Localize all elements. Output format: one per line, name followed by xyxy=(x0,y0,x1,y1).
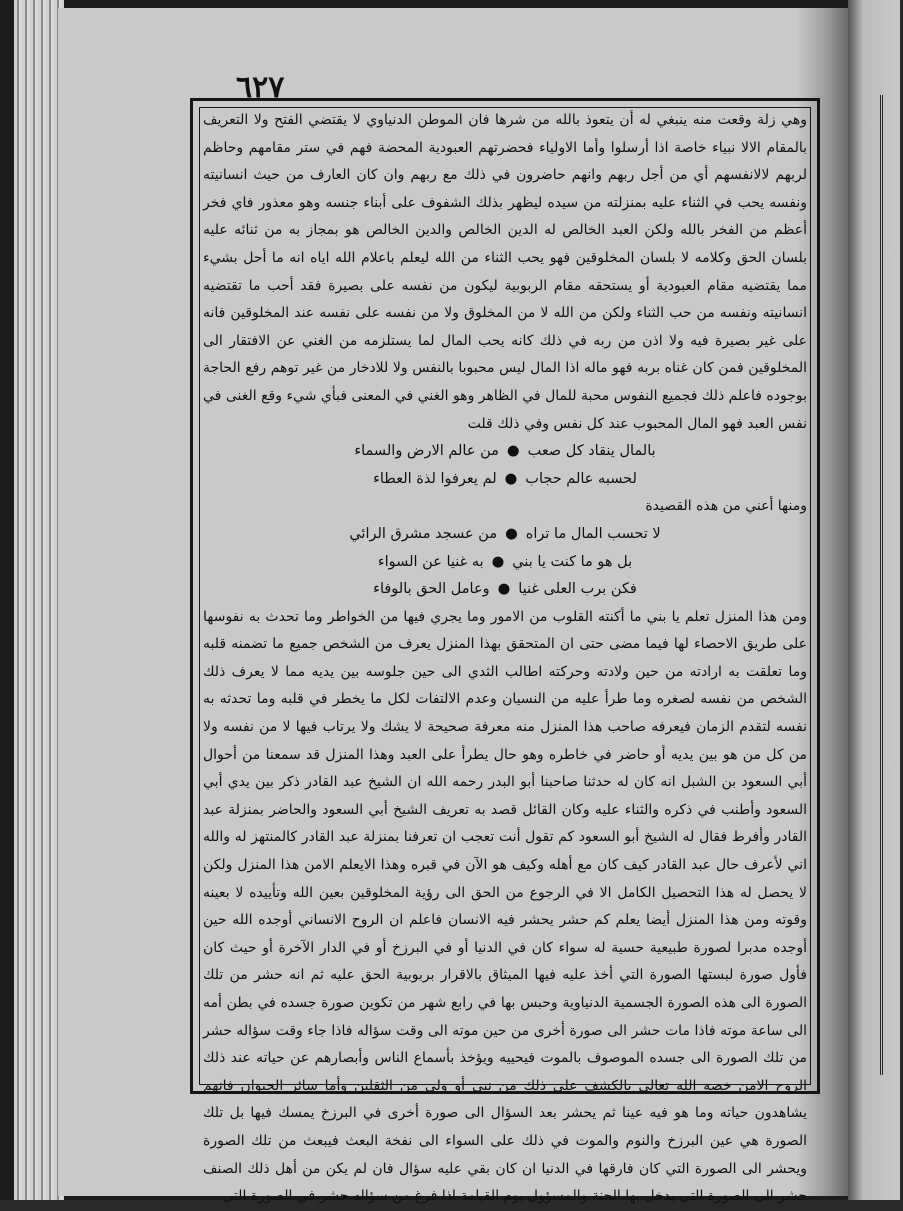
verse-line xyxy=(203,466,807,494)
verse-hemistich: لحسبه عالم حجاب xyxy=(525,470,637,487)
verse-separator: ● xyxy=(505,525,518,542)
verse-line xyxy=(203,521,807,549)
verse-separator: ● xyxy=(491,553,505,570)
verse-line xyxy=(203,438,807,466)
adjacent-page-frame xyxy=(880,95,903,1075)
verse-separator: ● xyxy=(504,470,518,487)
verse-hemistich: لم يعرفوا لذة العطاء xyxy=(373,470,497,487)
verse-hemistich: بالمال ينقاد كل صعب xyxy=(527,443,656,460)
verse-hemistich: وعامل الحق بالوفاء xyxy=(373,581,490,598)
text-frame xyxy=(190,98,820,1205)
verse-line xyxy=(203,549,807,577)
verse-hemistich: فكن برب العلى غنيا xyxy=(518,581,637,598)
paragraph-2: ومن هذا المنزل تعلم يا بني ما أكنته القلوب من الامور وما يجري فيها من الخواطر وما تحدث به نفوسها على طريق الاحصاء لها فيما مضى حتى ان المتحقق بهذا المنزل يعرف من الشخص جميع ما تضمنه قلبه وما تعلقت به ارادته من حين ولادته وحركته اطالب الثدي الى حين جلوسه بين يديه مما لا يعرف ذلك الشخص من نفسه لصغره وما طرأ عليه من النسيان وعدم الالتفات لكل ما يخطر في قلبه وما تحدثه به نفسه لتقدم الزمان فيعرفه صاحب هذا المنزل منه معرفة صحيحة لا يشك ولا يرتاب فيها لا من نفسه ولا من كل من هو بين يديه أو حاضر في خاطره وهو حال يطرأ على العبد وهذا المنزل قد سمعنا من أحوال أبي السعود بن الشبل انه كان له حدثنا صاحبنا أبو البدر رحمه الله ان الشيخ عبد القادر ذكر بين يدي أبي السعود وأطنب في ذكره والثناء عليه وكان القائل قصد به تعريف الشيخ أبي السعود والحاضر بمنزلة عبد القادر وأفرط فقال له الشيخ أبو السعود كم تقول أنت تعجب ان تعرفنا بمنزلة عبد القادر كالمنتهز له والله اني لأعرف حال عبد القادر كيف كان مع أهله وكيف هو الآن في قبره وهذا الايعلم الامن هذا المنزل ولكن لا يحصل له هذا التحصيل الكامل الا في الرجوع من الحق الى رؤية المخلوقين بعين الله وتأييده لا بعينه وقوته ومن هذا المنزل أيضا يعلم كم حشر يحشر فيه الانسان فاعلم ان الروح الانساني أوجده الله حين أوجده مدبرا لصورة طبيعية حسية له سواء كان في الدنيا أو في البرزخ أو في الدار الآخرة أو حيث كان فأول صورة لبستها الصورة التي أخذ عليه فيها الميثاق بالاقرار بربوبية الحق عليه ثم انه حشر من تلك الصورة الى هذه الصورة الجسمية الدنياوية وحبس بها في رابع شهر من تكوين صورة جسده في بطن أمه الى ساعة موته فاذا مات حشر الى صورة أخرى من حين موته الى وقت سؤاله فاذا جاء وقت سؤاله حشر من تلك الصورة الى جسده الموصوف بالموت فيحييه ويؤخذ بأسماع الناس وأبصارهم عن حياته عند ذلك الروح الامن خصه الله تعالى بالكشف على ذلك من نبي أو ولي من الثقلين وأما سائر الحيوان فانهم يشاهدون حياته وما هو فيه عينا ثم يحشر بعد السؤال الى صورة أخرى في البرزخ يمسك فيها بل تلك الصورة هي عين البرزخ والنوم والموت في ذلك على السواء الى نفخة البعث فيبعث من تلك الصورة ويحشر الى الصورة التي كان فارقها في الدنيا ان كان بقي عليه سؤال فان لم يكن من أهل ذلك الصنف حشر الى الصورة التي يدخل بها الجنة والمسؤول يوم القيامة اذا فرغ من سؤاله حشر في الصورة التي xyxy=(203,608,807,1205)
verse-hemistich: من عالم الارض والسماء xyxy=(354,443,499,460)
verse-hemistich: من عسجد مشرق الرائي xyxy=(349,525,498,542)
verse-line xyxy=(203,576,807,604)
verse-hemistich: به غنيا عن السواء xyxy=(377,553,484,570)
page-edges xyxy=(14,0,64,1200)
verse-separator: ● xyxy=(497,581,511,598)
verse-hemistich: لا تحسب المال ما تراه xyxy=(525,525,661,542)
poem-intro: ومنها أعني من هذه القصيدة xyxy=(645,498,807,515)
paragraph-1: وهي زلة وقعت منه ينبغي له أن يتعوذ بالله من شرها فان الموطن الدنياوي لا يقتضي الفتح ولا التعريف بالمقام الالا نبياء خاصة اذا أرسلوا وأما الاولياء فحضرتهم العبودية المحضة فهم في ستر مقامهم وحاظم لربهم لالانفسهم أي من أجل ربهم وانهم حاضرون في ذلك مع ربهم وان كان العارف من حيث انسانيته ونفسه يحب في الثناء عليه بمنزلته من سيده ليظهر بذلك الشفوف على أبناء جنسه وهو معذور فاي فخر أعظم من الفخر بالله ولكن العبد الخالص له الدين الخالص والدين الخالص هو بمجاز به من ثنائه عليه بلسان الحق وكلامه لا بلسان المخلوقين فهو يحب الثناء من الله ليعلم باعلام الله اياه انه ما أحل بشيء مما يقتضيه مقام العبودية أو يستحقه مقام الربوبية ليكون من نفسه على بصيرة فقد أحب ما تقتضيه انسانيته ونفسه من حب الثناء ولكن من الله لا من المخلوق ولا من نفسه على نفسه عند المخلوقين فانه على غير بصيرة فيه ولا اذن من ربه في ذلك كانه يحب المال لما يستلزمه من الغني عن الافتقار الى المخلوقين فمن كان غناه بربه فهو ماله اذا المال ليس محبوبا بالنفس ولا للادخار من غير توهم رفع الحاجة بوجوده فاعلم ذلك فجميع النفوس محبة للمال في الظاهر وهو الغني في المعنى فبأي شيء وقع الغنى في نفس العبد فهو المال المحبوب عند كل نفس وفي ذلك قلت xyxy=(203,112,807,432)
page-number: ٦٢٧ xyxy=(236,70,285,105)
verse-separator: ● xyxy=(506,443,520,460)
verse-hemistich: بل هو ما كنت يا بني xyxy=(512,553,633,570)
page-text xyxy=(203,107,807,1205)
